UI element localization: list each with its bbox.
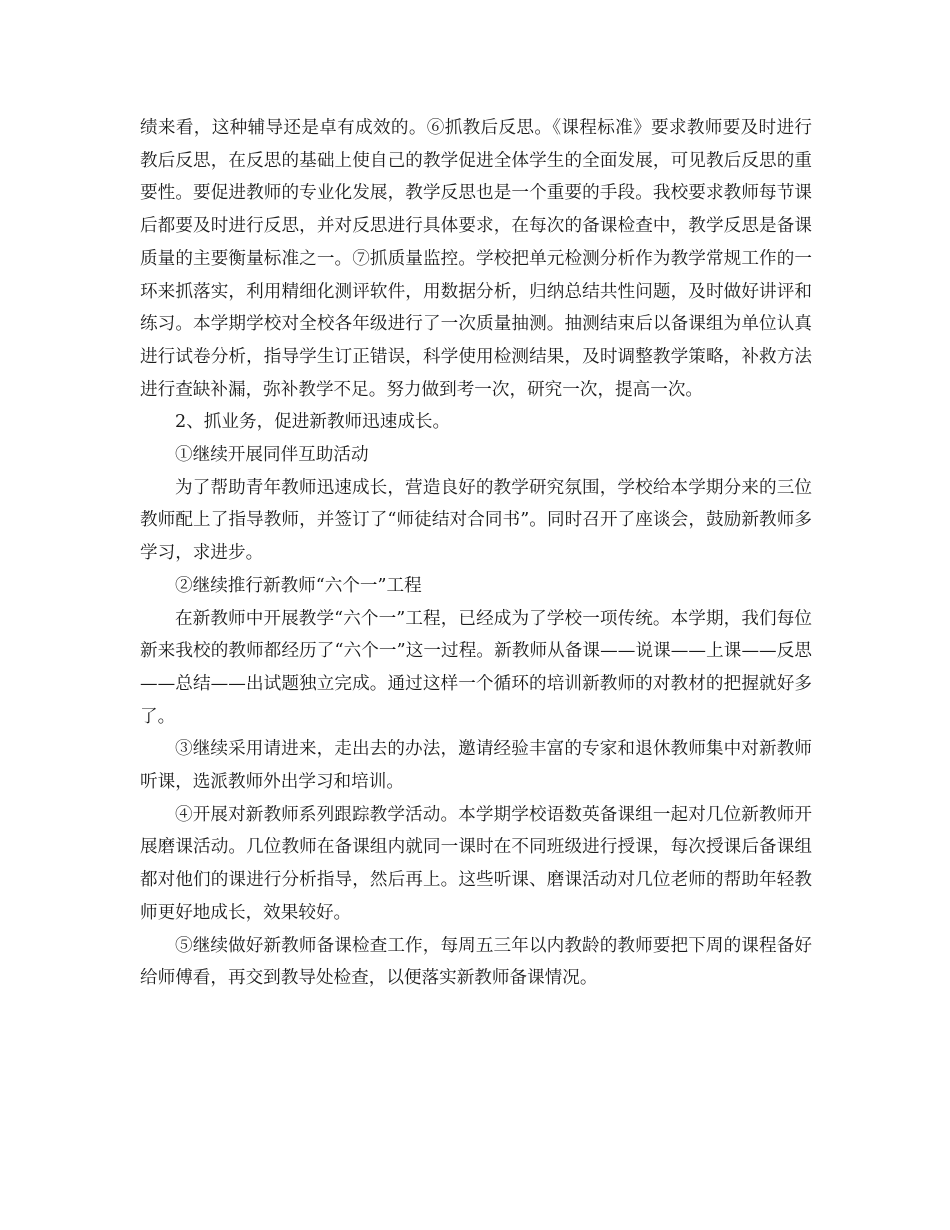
subheading-2: ②继续推行新教师“六个一”工程 xyxy=(175,575,422,596)
section-heading-2: 2、抓业务，促进新教师迅速成长。 xyxy=(175,412,451,433)
document-body xyxy=(140,112,812,995)
subheading-1: ①继续开展同伴互助活动 xyxy=(175,445,369,466)
paragraph-continuation: 绩来看，这种辅导还是卓有成效的。⑥抓教后反思。《课程标准》要求教师要及时进行教后反思，在反思的基础上使自己的教学促进全体学生的全面发展，可见教后反思的重要性。要促进教师的专业化发展，教学反思也是一个重要的手段。我校要求教师每节课后都要及时进行反思，并对反思进行具体要求，在每次的备课检查中，教学反思是备课质量的主要衡量标准之一。⑦抓质量监控。学校把单元检测分析作为教学常规工作的一环来抓落实，利用精细化测评软件，用数据分析，归纳总结共性问题，及时做好讲评和练习。本学期学校对全校各年级进行了一次质量抽测。抽测结束后以备课组为单位认真进行试卷分析，指导学生订正错误，科学使用检测结果，及时调整教学策略，补救方法进行查缺补漏，弥补教学不足。努力做到考一次，研究一次，提高一次。 xyxy=(140,118,812,400)
paragraph-item-3: ③继续采用请进来，走出去的办法，邀请经验丰富的专家和退休教师集中对新教师听课，选派教师外出学习和培训。 xyxy=(140,739,812,793)
paragraph-item-5: ⑤继续做好新教师备课检查工作，每周五三年以内教龄的教师要把下周的课程备好给师傅看，再交到教导处检查，以便落实新教师备课情况。 xyxy=(140,935,812,989)
paragraph-item-4: ④开展对新教师系列跟踪教学活动。本学期学校语数英备课组一起对几位新教师开展磨课活动。几位教师在备课组内就同一课时在不同班级进行授课，每次授课后备课组都对他们的课进行分析指导，然后再上。这些听课、磨课活动对几位老师的帮助年轻教师更好地成长，效果较好。 xyxy=(140,804,812,923)
paragraph-mentoring: 为了帮助青年教师迅速成长，营造良好的教学研究氛围，学校给本学期分来的三位教师配上了指导教师，并签订了“师徒结对合同书”。同时召开了座谈会，鼓励新教师多学习，求进步。 xyxy=(140,477,812,564)
paragraph-six-ones: 在新教师中开展教学“六个一”工程，已经成为了学校一项传统。本学期，我们每位新来我校的教师都经历了“六个一”这一过程。新教师从备课——说课——上课——反思——总结——出试题独立完成。通过这样一个循环的培训新教师的对教材的把握就好多了。 xyxy=(140,608,812,727)
